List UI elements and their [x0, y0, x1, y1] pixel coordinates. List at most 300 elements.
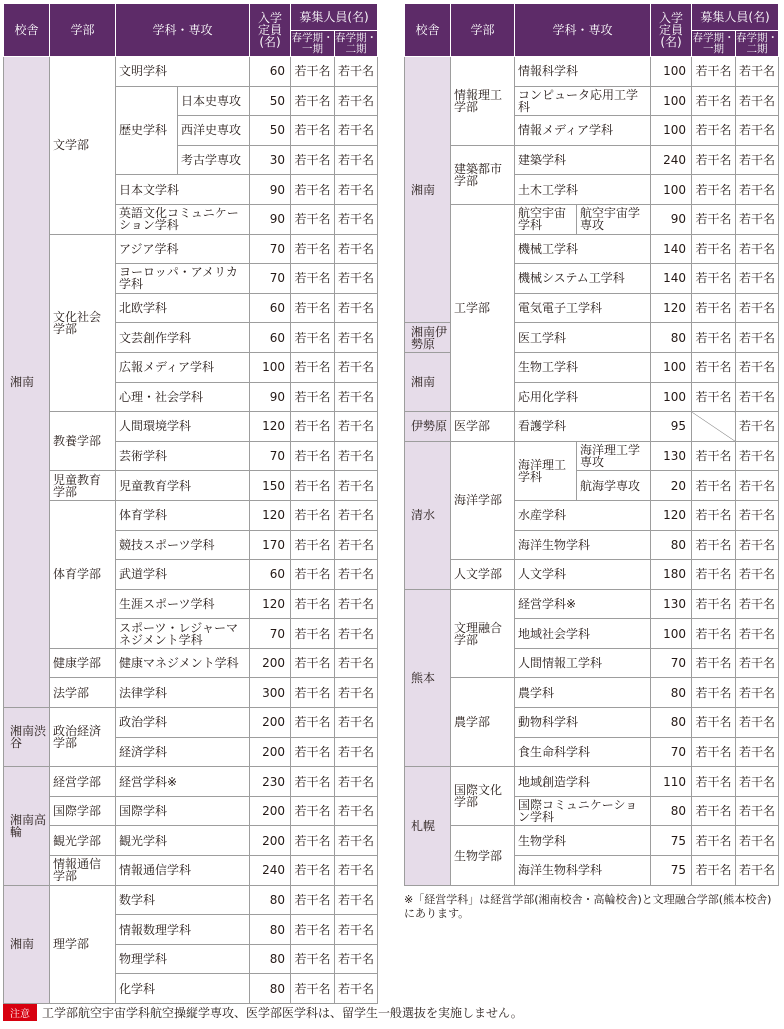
spring2-cell: 若干名	[736, 737, 779, 767]
spring2-cell: 若干名	[335, 796, 378, 826]
department-cell: 農学科	[515, 678, 651, 708]
spring1-cell: 若干名	[291, 944, 335, 974]
department-cell: 地域社会学科	[515, 619, 651, 649]
capacity-cell: 140	[651, 264, 692, 294]
capacity-cell: 60	[250, 57, 291, 87]
table-row	[405, 767, 779, 797]
spring2-cell: 若干名	[736, 323, 779, 353]
spring1-cell: 若干名	[291, 175, 335, 205]
spring2-cell: 若干名	[335, 234, 378, 264]
capacity-cell: 90	[250, 382, 291, 412]
department-cell: 情報数理学科	[116, 915, 250, 945]
spring2-cell: 若干名	[736, 145, 779, 175]
capacity-cell: 120	[651, 293, 692, 323]
spring1-cell: 若干名	[692, 560, 736, 590]
table-row	[405, 560, 779, 590]
faculty-cell: 人文学部	[451, 560, 515, 590]
capacity-cell: 240	[250, 856, 291, 886]
table-row	[405, 826, 779, 856]
capacity-cell: 240	[651, 145, 692, 175]
faculty-cell: 経営学部	[50, 767, 116, 797]
spring2-cell: 若干名	[736, 796, 779, 826]
admission-table-left	[3, 3, 378, 1004]
department-cell: 経済学科	[116, 737, 250, 767]
department-cell: 経営学科※	[116, 767, 250, 797]
department-cell: 人間情報工学科	[515, 648, 651, 678]
table-row	[405, 204, 779, 234]
faculty-cell: 国際学部	[50, 796, 116, 826]
campus-cell: 湘南高輪	[4, 767, 50, 885]
campus-cell: 熊本	[405, 589, 451, 767]
capacity-cell: 150	[250, 471, 291, 501]
spring2-cell: 若干名	[335, 856, 378, 886]
spring1-cell: 若干名	[291, 234, 335, 264]
major-cell: 考古学専攻	[178, 145, 250, 175]
admission-table-right	[404, 3, 779, 886]
spring2-cell: 若干名	[335, 175, 378, 205]
spring1-cell: 若干名	[692, 471, 736, 501]
capacity-cell: 80	[651, 708, 692, 738]
spring2-cell: 若干名	[736, 234, 779, 264]
spring1-cell: 若干名	[291, 441, 335, 471]
spring2-cell: 若干名	[335, 293, 378, 323]
spring2-cell: 若干名	[335, 204, 378, 234]
spring1-cell: 若干名	[291, 619, 335, 649]
spring2-cell: 若干名	[335, 708, 378, 738]
spring2-cell: 若干名	[335, 589, 378, 619]
spring1-cell: 若干名	[291, 678, 335, 708]
header-spring1: 春学期・一期	[291, 31, 334, 55]
spring1-cell: 若干名	[291, 767, 335, 797]
capacity-cell: 30	[250, 145, 291, 175]
faculty-cell: 理学部	[50, 885, 116, 1003]
spring1-cell: 若干名	[291, 974, 335, 1004]
capacity-cell: 75	[651, 826, 692, 856]
department-cell: 日本文学科	[116, 175, 250, 205]
capacity-cell: 200	[250, 826, 291, 856]
spring1-cell: 若干名	[291, 560, 335, 590]
header-recruit: 募集人員(名)	[692, 4, 779, 31]
spring1-cell: 若干名	[692, 323, 736, 353]
spring2-cell: 若干名	[335, 885, 378, 915]
department-cell: 海洋生物科学科	[515, 856, 651, 886]
header-faculty: 学部	[451, 4, 515, 57]
spring1-cell: 若干名	[291, 116, 335, 146]
header-campus: 校舎	[4, 4, 50, 57]
capacity-cell: 100	[250, 352, 291, 382]
header-department: 学科・専攻	[515, 4, 651, 57]
department-cell: 土木工学科	[515, 175, 651, 205]
spring1-cell: 若干名	[692, 856, 736, 886]
spring1-cell: 若干名	[291, 648, 335, 678]
spring2-cell: 若干名	[736, 708, 779, 738]
department-cell: 芸術学科	[116, 441, 250, 471]
department-cell: 児童教育学科	[116, 471, 250, 501]
capacity-cell: 80	[651, 323, 692, 353]
spring1-cell: 若干名	[692, 678, 736, 708]
department-cell: 生物工学科	[515, 352, 651, 382]
capacity-cell: 80	[250, 885, 291, 915]
table-row	[4, 796, 378, 826]
table-row	[405, 412, 779, 442]
campus-cell: 湘南渋谷	[4, 708, 50, 767]
capacity-cell: 80	[651, 796, 692, 826]
department-cell: 経営学科※	[515, 589, 651, 619]
spring1-cell: 若干名	[692, 382, 736, 412]
header-capacity: 入学 定員 (名)	[250, 4, 291, 57]
department-cell: 国際コミュニケーション学科	[515, 796, 651, 826]
department-cell: 応用化学科	[515, 382, 651, 412]
caution-badge: 注意	[3, 1004, 37, 1021]
department-cell: 北欧学科	[116, 293, 250, 323]
capacity-cell: 95	[651, 412, 692, 442]
department-cell: スポーツ・レジャーマネジメント学科	[116, 619, 250, 649]
faculty-cell: 健康学部	[50, 648, 116, 678]
department-cell: 政治学科	[116, 708, 250, 738]
department-cell: ヨーロッパ・アメリカ学科	[116, 264, 250, 294]
capacity-cell: 200	[250, 648, 291, 678]
capacity-cell: 300	[250, 678, 291, 708]
spring2-cell: 若干名	[736, 264, 779, 294]
spring2-cell: 若干名	[335, 382, 378, 412]
capacity-cell: 70	[651, 648, 692, 678]
capacity-cell: 60	[250, 323, 291, 353]
faculty-cell: 海洋学部	[451, 441, 515, 559]
department-cell: 武道学科	[116, 560, 250, 590]
department-cell: 機械システム工学科	[515, 264, 651, 294]
table-row	[4, 826, 378, 856]
department-cell: 歴史学科	[116, 86, 178, 175]
capacity-cell: 170	[250, 530, 291, 560]
department-cell: 人文学科	[515, 560, 651, 590]
header-spring2: 春学期・二期	[736, 31, 779, 55]
spring2-cell: 若干名	[736, 767, 779, 797]
spring2-cell: 若干名	[335, 500, 378, 530]
campus-cell: 湘南	[405, 352, 451, 411]
faculty-cell: 法学部	[50, 678, 116, 708]
spring1-cell: 若干名	[291, 264, 335, 294]
capacity-cell: 90	[250, 204, 291, 234]
department-cell: 化学科	[116, 974, 250, 1004]
capacity-cell: 70	[250, 619, 291, 649]
department-cell: 人間環境学科	[116, 412, 250, 442]
spring2-cell: 若干名	[335, 974, 378, 1004]
campus-cell: 湘南	[405, 57, 451, 323]
capacity-cell: 100	[651, 116, 692, 146]
spring1-cell: 若干名	[291, 323, 335, 353]
spring1-cell: 若干名	[692, 441, 736, 471]
spring2-cell: 若干名	[736, 382, 779, 412]
capacity-cell: 20	[651, 471, 692, 501]
spring2-cell: 若干名	[335, 560, 378, 590]
department-cell: 生涯スポーツ学科	[116, 589, 250, 619]
faculty-cell: 観光学部	[50, 826, 116, 856]
campus-cell: 湘南	[4, 57, 50, 708]
capacity-cell: 60	[250, 560, 291, 590]
department-cell: 機械工学科	[515, 234, 651, 264]
capacity-cell: 80	[250, 974, 291, 1004]
spring1-cell: 若干名	[692, 204, 736, 234]
department-cell: 地域創造学科	[515, 767, 651, 797]
department-cell: 英語文化コミュニケーション学科	[116, 204, 250, 234]
spring1-cell: 若干名	[692, 234, 736, 264]
campus-cell: 湘南伊勢原	[405, 323, 451, 353]
spring1-cell: 若干名	[692, 530, 736, 560]
spring1-cell: 若干名	[291, 204, 335, 234]
faculty-cell: 情報理工学部	[451, 57, 515, 146]
spring1-cell: 若干名	[291, 856, 335, 886]
capacity-cell: 70	[250, 441, 291, 471]
capacity-cell: 120	[250, 500, 291, 530]
spring2-cell: 若干名	[335, 116, 378, 146]
spring1-cell: 若干名	[291, 57, 335, 87]
department-cell: 法律学科	[116, 678, 250, 708]
faculty-cell: 文学部	[50, 57, 116, 235]
caution-text: 工学部航空宇宙学科航空操縦学専攻、医学部医学科は、留学生一般選抜を実施しません。	[42, 1006, 523, 1020]
capacity-cell: 60	[250, 293, 291, 323]
spring1-cell: 若干名	[291, 737, 335, 767]
header-spring1: 春学期・一期	[692, 31, 735, 55]
department-cell: コンピュータ応用工学科	[515, 86, 651, 116]
department-cell: 航空宇宙学科	[515, 204, 577, 234]
department-cell: 国際学科	[116, 796, 250, 826]
spring2-cell: 若干名	[335, 264, 378, 294]
spring2-cell: 若干名	[335, 530, 378, 560]
table-row	[405, 441, 779, 471]
faculty-cell: 体育学部	[50, 500, 116, 648]
spring2-cell: 若干名	[335, 57, 378, 87]
spring2-cell: 若干名	[736, 560, 779, 590]
spring2-cell: 若干名	[335, 619, 378, 649]
spring2-cell: 若干名	[736, 293, 779, 323]
department-cell: 文芸創作学科	[116, 323, 250, 353]
department-cell: 医工学科	[515, 323, 651, 353]
department-cell: 情報科学科	[515, 57, 651, 87]
table-row	[4, 648, 378, 678]
table-row	[4, 500, 378, 530]
capacity-cell: 75	[651, 856, 692, 886]
header-recruit: 募集人員(名)	[291, 4, 378, 31]
spring1-cell: 若干名	[692, 619, 736, 649]
campus-cell: 清水	[405, 441, 451, 589]
capacity-cell: 50	[250, 116, 291, 146]
department-cell: 海洋生物学科	[515, 530, 651, 560]
table-row	[4, 57, 378, 87]
department-cell: 数学科	[116, 885, 250, 915]
spring2-cell: 若干名	[736, 678, 779, 708]
department-cell: 文明学科	[116, 57, 250, 87]
department-cell: 体育学科	[116, 500, 250, 530]
capacity-cell: 120	[250, 412, 291, 442]
spring2-cell: 若干名	[335, 145, 378, 175]
header-capacity: 入学 定員 (名)	[651, 4, 692, 57]
spring2-cell: 若干名	[736, 856, 779, 886]
header-faculty: 学部	[50, 4, 116, 57]
capacity-cell: 70	[250, 234, 291, 264]
department-cell: 水産学科	[515, 500, 651, 530]
capacity-cell: 80	[250, 944, 291, 974]
capacity-cell: 130	[651, 589, 692, 619]
spring1-cell: 若干名	[291, 382, 335, 412]
spring1-cell: 若干名	[291, 86, 335, 116]
capacity-cell: 140	[651, 234, 692, 264]
department-cell: 情報通信学科	[116, 856, 250, 886]
spring1-cell: 若干名	[692, 826, 736, 856]
department-cell: 看護学科	[515, 412, 651, 442]
department-cell: 動物科学科	[515, 708, 651, 738]
capacity-cell: 50	[250, 86, 291, 116]
spring1-cell: 若干名	[291, 293, 335, 323]
spring1-cell: 若干名	[291, 530, 335, 560]
capacity-cell: 120	[651, 500, 692, 530]
capacity-cell: 110	[651, 767, 692, 797]
department-cell: 競技スポーツ学科	[116, 530, 250, 560]
spring2-cell: 若干名	[335, 767, 378, 797]
capacity-cell: 100	[651, 382, 692, 412]
capacity-cell: 70	[651, 737, 692, 767]
spring2-cell: 若干名	[335, 441, 378, 471]
department-cell: 電気電子工学科	[515, 293, 651, 323]
campus-cell: 伊勢原	[405, 412, 451, 442]
table-row	[4, 708, 378, 738]
department-cell: 海洋理工学科	[515, 441, 577, 500]
spring1-cell: 若干名	[692, 737, 736, 767]
faculty-cell: 建築都市学部	[451, 145, 515, 204]
major-cell: 航海学専攻	[577, 471, 651, 501]
capacity-cell: 100	[651, 619, 692, 649]
spring1-cell: 若干名	[692, 648, 736, 678]
table-row	[4, 471, 378, 501]
faculty-cell: 情報通信学部	[50, 856, 116, 886]
not-applicable-cell	[692, 412, 736, 442]
spring1-cell: 若干名	[291, 145, 335, 175]
capacity-cell: 200	[250, 737, 291, 767]
capacity-cell: 120	[250, 589, 291, 619]
spring2-cell: 若干名	[335, 412, 378, 442]
major-cell: 日本史専攻	[178, 86, 250, 116]
spring2-cell: 若干名	[335, 648, 378, 678]
capacity-cell: 90	[651, 204, 692, 234]
capacity-cell: 200	[250, 708, 291, 738]
spring1-cell: 若干名	[692, 57, 736, 87]
department-cell: 健康マネジメント学科	[116, 648, 250, 678]
spring1-cell: 若干名	[692, 175, 736, 205]
capacity-cell: 100	[651, 175, 692, 205]
spring1-cell: 若干名	[692, 116, 736, 146]
table-row	[4, 412, 378, 442]
major-cell: 航空宇宙学専攻	[577, 204, 651, 234]
department-cell: 食生命科学科	[515, 737, 651, 767]
spring2-cell: 若干名	[335, 86, 378, 116]
department-cell: 情報メディア学科	[515, 116, 651, 146]
spring1-cell: 若干名	[291, 708, 335, 738]
spring1-cell: 若干名	[291, 500, 335, 530]
department-cell: 心理・社会学科	[116, 382, 250, 412]
spring1-cell: 若干名	[291, 885, 335, 915]
header-department: 学科・専攻	[116, 4, 250, 57]
spring2-cell: 若干名	[736, 204, 779, 234]
spring1-cell: 若干名	[291, 915, 335, 945]
spring2-cell: 若干名	[736, 86, 779, 116]
table-row	[405, 589, 779, 619]
capacity-cell: 80	[250, 915, 291, 945]
campus-cell: 湘南	[4, 885, 50, 1003]
capacity-cell: 130	[651, 441, 692, 471]
spring1-cell: 若干名	[692, 589, 736, 619]
spring2-cell: 若干名	[335, 826, 378, 856]
department-cell: アジア学科	[116, 234, 250, 264]
spring2-cell: 若干名	[736, 589, 779, 619]
capacity-cell: 180	[651, 560, 692, 590]
header-spring2: 春学期・二期	[335, 31, 378, 55]
major-cell: 海洋理工学専攻	[577, 441, 651, 471]
header-campus: 校舎	[405, 4, 451, 57]
table-row	[405, 57, 779, 87]
spring2-cell: 若干名	[335, 737, 378, 767]
department-cell: 建築学科	[515, 145, 651, 175]
spring2-cell: 若干名	[736, 352, 779, 382]
spring1-cell: 若干名	[291, 826, 335, 856]
capacity-cell: 200	[250, 796, 291, 826]
table-row	[4, 885, 378, 915]
capacity-cell: 80	[651, 530, 692, 560]
table-row	[4, 767, 378, 797]
campus-cell: 札幌	[405, 767, 451, 885]
footnote: ※「経営学科」は経営学部(湘南校舎・高輪校舎)と文理融合学部(熊本校舎)にあります。	[404, 893, 772, 920]
capacity-cell: 80	[651, 678, 692, 708]
spring1-cell: 若干名	[692, 293, 736, 323]
department-cell: 観光学科	[116, 826, 250, 856]
spring2-cell: 若干名	[736, 619, 779, 649]
department-cell: 広報メディア学科	[116, 352, 250, 382]
spring1-cell: 若干名	[291, 796, 335, 826]
faculty-cell: 児童教育学部	[50, 471, 116, 501]
spring1-cell: 若干名	[291, 471, 335, 501]
spring2-cell: 若干名	[335, 471, 378, 501]
spring1-cell: 若干名	[692, 145, 736, 175]
spring2-cell: 若干名	[736, 500, 779, 530]
spring1-cell: 若干名	[291, 589, 335, 619]
faculty-cell: 政治経済学部	[50, 708, 116, 767]
spring2-cell: 若干名	[736, 826, 779, 856]
faculty-cell: 生物学部	[451, 826, 515, 885]
spring2-cell: 若干名	[335, 915, 378, 945]
faculty-cell: 工学部	[451, 204, 515, 411]
spring1-cell: 若干名	[692, 86, 736, 116]
caution-note	[3, 1004, 523, 1021]
faculty-cell: 農学部	[451, 678, 515, 767]
spring1-cell: 若干名	[692, 500, 736, 530]
capacity-cell: 100	[651, 57, 692, 87]
faculty-cell: 医学部	[451, 412, 515, 442]
spring2-cell: 若干名	[335, 678, 378, 708]
faculty-cell: 文化社会学部	[50, 234, 116, 412]
major-cell: 西洋史専攻	[178, 116, 250, 146]
spring1-cell: 若干名	[692, 796, 736, 826]
table-row	[4, 234, 378, 264]
spring2-cell: 若干名	[335, 352, 378, 382]
capacity-cell: 90	[250, 175, 291, 205]
spring1-cell: 若干名	[692, 708, 736, 738]
spring1-cell: 若干名	[291, 412, 335, 442]
department-cell: 物理学科	[116, 944, 250, 974]
spring2-cell: 若干名	[736, 175, 779, 205]
spring2-cell: 若干名	[335, 323, 378, 353]
capacity-cell: 70	[250, 264, 291, 294]
capacity-cell: 100	[651, 86, 692, 116]
spring2-cell: 若干名	[736, 412, 779, 442]
spring2-cell: 若干名	[736, 57, 779, 87]
